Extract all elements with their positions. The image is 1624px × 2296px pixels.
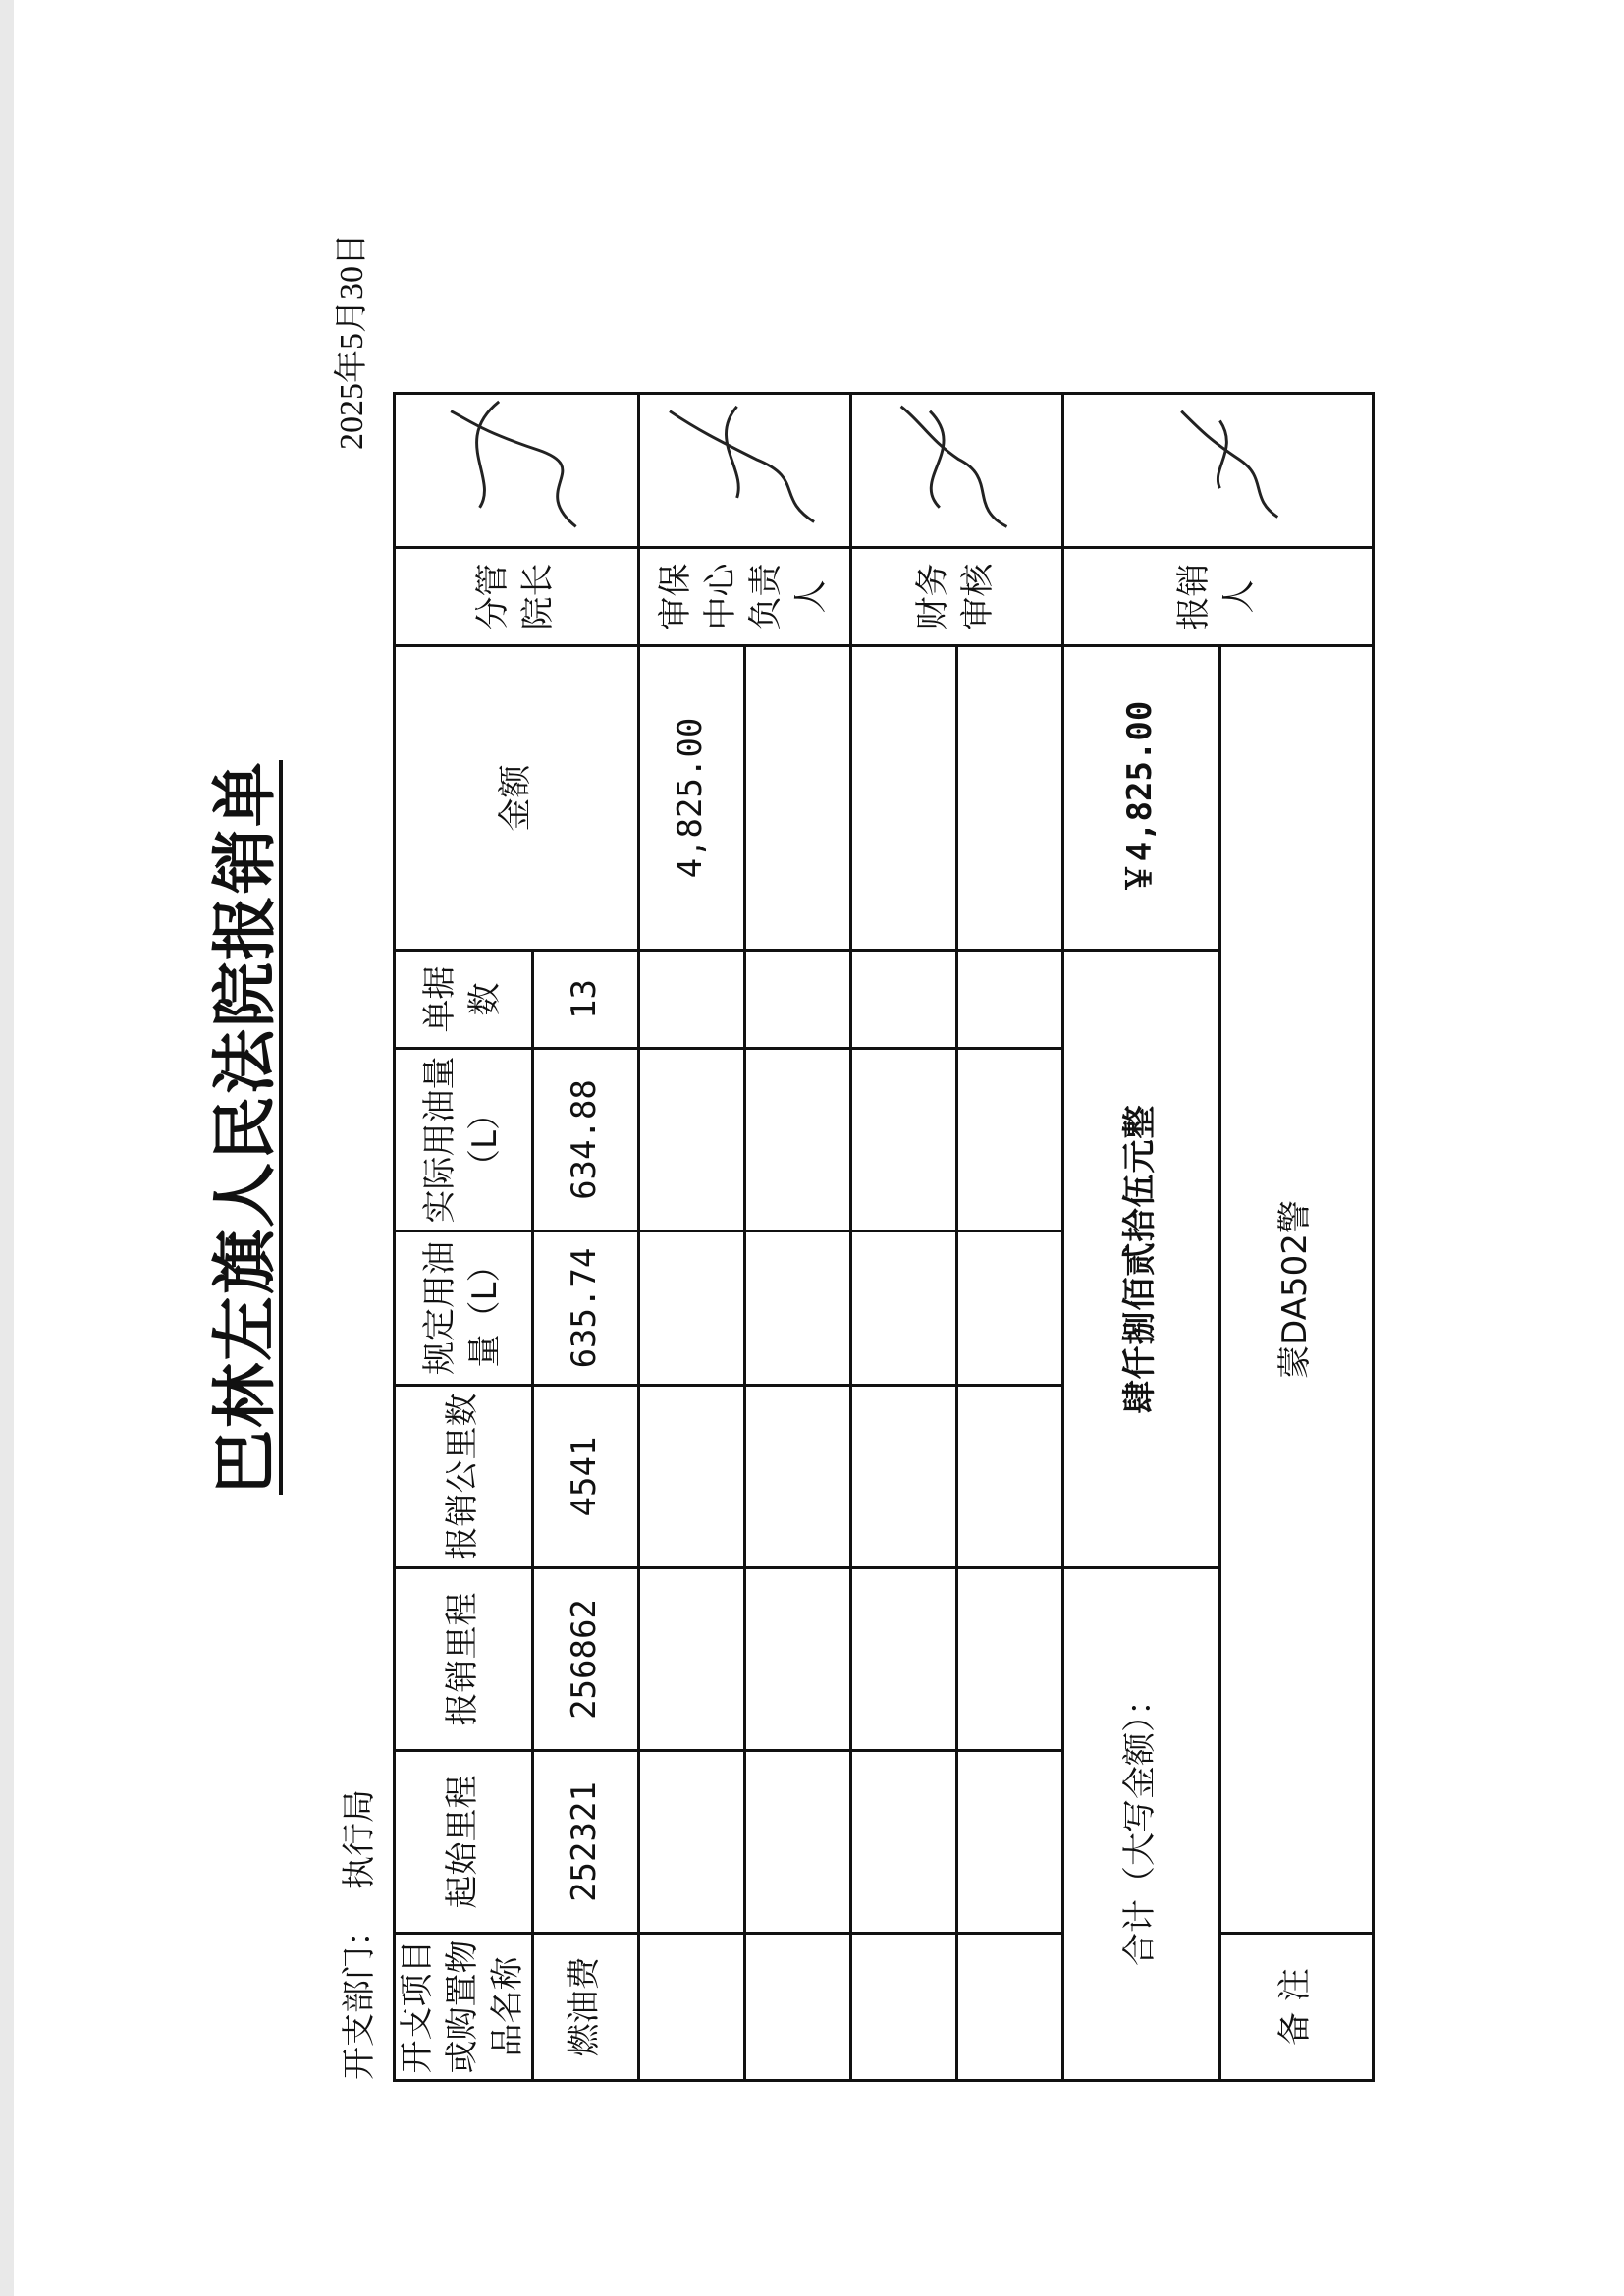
signature-3 (1064, 395, 1372, 546)
expense-table (393, 392, 1375, 2082)
empty-cell (956, 951, 1062, 1049)
empty-cell (850, 1934, 956, 2081)
empty-cell (956, 1934, 1062, 2081)
signature-3-stroke (1064, 395, 1372, 546)
row-amount: 4,825.00 (638, 646, 744, 951)
empty-cell (744, 646, 850, 951)
signature-1-stroke (640, 395, 849, 546)
note-label: 备 注 (1219, 1934, 1373, 2081)
total-amount: ￥4,825.00 (1062, 646, 1219, 951)
approval-signature-1 (638, 394, 850, 548)
header-quota: 规定用油量（L） (395, 1231, 533, 1386)
empty-cell (956, 1049, 1062, 1231)
note-value: 蒙DA502警 (1219, 646, 1373, 1934)
empty-cell (850, 1568, 956, 1751)
approval-signature-3 (1062, 394, 1373, 548)
empty-cell (850, 1751, 956, 1934)
department-label: 开支部门： (340, 1913, 379, 2080)
row-quota: 635.74 (532, 1231, 638, 1386)
empty-cell (744, 1751, 850, 1934)
empty-cell (956, 1751, 1062, 1934)
signature-0 (396, 395, 637, 546)
signature-2-stroke (852, 395, 1061, 546)
form-date: 2025年5月30日 (334, 233, 370, 450)
header-start: 起始里程 (395, 1751, 533, 1934)
empty-cell (744, 1386, 850, 1568)
total-uppercase: 肆仟捌佰贰拾伍元整 (1062, 951, 1219, 1568)
empty-cell (850, 646, 956, 951)
header-end: 报销里程 (395, 1568, 533, 1751)
row-start: 252321 (532, 1751, 638, 1934)
empty-cell (638, 951, 744, 1049)
header-receipts: 单据数 (395, 951, 533, 1049)
department (332, 1766, 380, 2080)
header-actual: 实际用油量（L） (395, 1049, 533, 1231)
signature-0-stroke (396, 395, 637, 546)
approval-signature-2 (850, 394, 1062, 548)
approval-label-3: 报销人 (1062, 548, 1373, 646)
empty-cell (638, 1751, 744, 1934)
row-km: 4541 (532, 1386, 638, 1568)
row-item: 燃油费 (532, 1934, 638, 2081)
empty-cell (638, 1049, 744, 1231)
signature-1 (640, 395, 849, 546)
empty-cell (850, 1049, 956, 1231)
empty-cell (638, 1568, 744, 1751)
empty-cell (744, 951, 850, 1049)
header-amount: 金额 (395, 646, 639, 951)
empty-cell (956, 1231, 1062, 1386)
row-receipts: 13 (532, 951, 638, 1049)
empty-cell (956, 1568, 1062, 1751)
empty-cell (744, 1231, 850, 1386)
approval-label-2: 财务审核 (850, 548, 1062, 646)
empty-cell (744, 1568, 850, 1751)
row-end: 256862 (532, 1568, 638, 1751)
empty-cell (956, 1386, 1062, 1568)
empty-cell (638, 1386, 744, 1568)
empty-cell (850, 1386, 956, 1568)
empty-cell (638, 1934, 744, 2081)
approval-label-1: 审保中心负责人 (638, 548, 850, 646)
empty-cell (956, 646, 1062, 951)
empty-cell (744, 1934, 850, 2081)
approval-label-0: 分管院长 (395, 548, 639, 646)
empty-cell (850, 951, 956, 1049)
scan-edge (0, 0, 14, 2296)
total-label: 合计（大写金额）： (1062, 1568, 1219, 2081)
empty-cell (850, 1231, 956, 1386)
header-km: 报销公里数 (395, 1386, 533, 1568)
row-actual: 634.88 (532, 1049, 638, 1231)
approval-signature-0 (395, 394, 639, 548)
empty-cell (744, 1049, 850, 1231)
header-item: 开支项目或购置物品名称 (395, 1934, 533, 2081)
empty-cell (638, 1231, 744, 1386)
form-title: 巴林左旗人民法院报销单 (206, 760, 283, 1495)
signature-2 (852, 395, 1061, 546)
department-value: 执行局 (340, 1789, 379, 1889)
